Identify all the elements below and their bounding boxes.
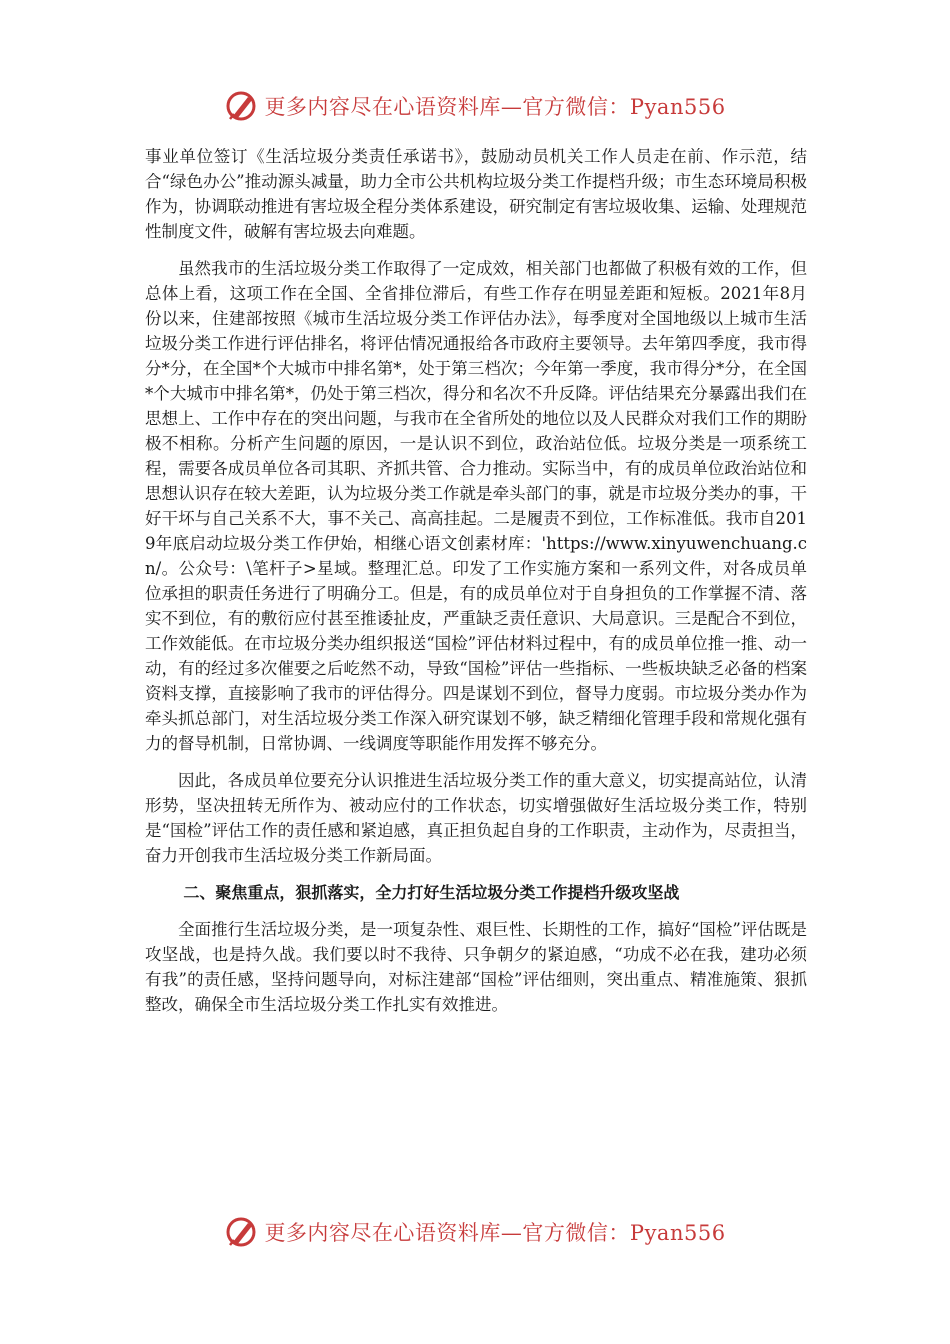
pen-seal-logo-icon: [224, 1215, 258, 1249]
header-banner: [0, 86, 950, 126]
paragraph-problems: 虽然我市的生活垃圾分类工作取得了一定成效，相关部门也都做了积极有效的工作，但总体上看，这项工作在全国、全省排位滞后，有些工作存在明显差距和短板。2021年8月份以来，住建部按照《城市生活垃圾分类工作评估办法》，每季度对全国地级以上城市生活垃圾分类工作进行评估排名，将评估情况通报给各市政府主要领导。去年第四季度，我市得分*分，在全国*个大城市中排名第*，处于第三档次；今年第一季度，我市得分*分，在全国*个大城市中排名第*，仍处于第三档次，得分和名次不升反降。评估结果充分暴露出我们在思想上、工作中存在的突出问题，与我市在全省所处的地位以及人民群众对我们工作的期盼极不相称。分析产生问题的原因，一是认识不到位，政治站位低。垃圾分类是一项系统工程，需要各成员单位各司其职、齐抓共管、合力推动。实际当中，有的成员单位政治站位和思想认识存在较大差距，认为垃圾分类工作就是牵头部门的事，就是市垃圾分类办的事，干好干坏与自己关系不大，事不关己、高高挂起。二是履责不到位，工作标准低。我市自2019年底启动垃圾分类工作伊始，相继心语文创素材库：'https://www.xinyuwenchuang.cn/。公众号：\笔杆子>星域。整理汇总。印发了工作实施方案和一系列文件，对各成员单位承担的职责任务进行了明确分工。但是，有的成员单位对于自身担负的工作掌握不清、落实不到位，有的敷衍应付甚至推诿扯皮，严重缺乏责任意识、大局意识。三是配合不到位，工作效能低。在市垃圾分类办组织报送“国检”评估材料过程中，有的成员单位推一推、动一动，有的经过多次催要之后屹然不动，导致“国检”评估一些指标、一些板块缺乏必备的档案资料支撑，直接影响了我市的评估得分。四是谋划不到位，督导力度弱。市垃圾分类办作为牵头抓总部门，对生活垃圾分类工作深入研究谋划不够，缺乏精细化管理手段和常规化强有力的督导机制，日常协调、一线调度等职能作用发挥不够充分。: [145, 259, 807, 753]
paragraph-conclusion: 因此，各成员单位要充分认识推进生活垃圾分类工作的重大意义，切实提高站位，认清形势，坚决扭转无所作为、被动应付的工作状态，切实增强做好生活垃圾分类工作，特别是“国检”评估工作的责任感和紧迫感，真正担负起自身的工作职责，主动作为，尽责担当，奋力开创我市生活垃圾分类工作新局面。: [145, 771, 807, 865]
document-body: [145, 144, 807, 1017]
header-banner-text: 更多内容尽在心语资料库—官方微信：Pyan556: [264, 95, 726, 119]
paragraph-continuation: 事业单位签订《生活垃圾分类责任承诺书》，鼓励动员机关工作人员走在前、作示范，结合“绿色办公”推动源头减量，助力全市公共机构垃圾分类工作提档升级；市生态环境局积极作为，协调联动推进有害垃圾全程分类体系建设，研究制定有害垃圾收集、运输、处理规范性制度文件，破解有害垃圾去向难题。: [145, 147, 807, 241]
footer-banner-text: 更多内容尽在心语资料库—官方微信：Pyan556: [264, 1221, 726, 1245]
section-heading: 二、聚焦重点，狠抓落实，全力打好生活垃圾分类工作提档升级攻坚战: [183, 883, 680, 902]
pen-seal-logo-icon: [224, 89, 258, 123]
footer-banner: [0, 1212, 950, 1252]
paragraph-closing: 全面推行生活垃圾分类，是一项复杂性、艰巨性、长期性的工作，搞好“国检”评估既是攻坚战，也是持久战。我们要以时不我待、只争朝夕的紧迫感，“功成不必在我，建功必须有我”的责任感，坚持问题导向，对标注建部“国检”评估细则，突出重点、精准施策、狠抓整改，确保全市生活垃圾分类工作扎实有效推进。: [145, 920, 807, 1014]
